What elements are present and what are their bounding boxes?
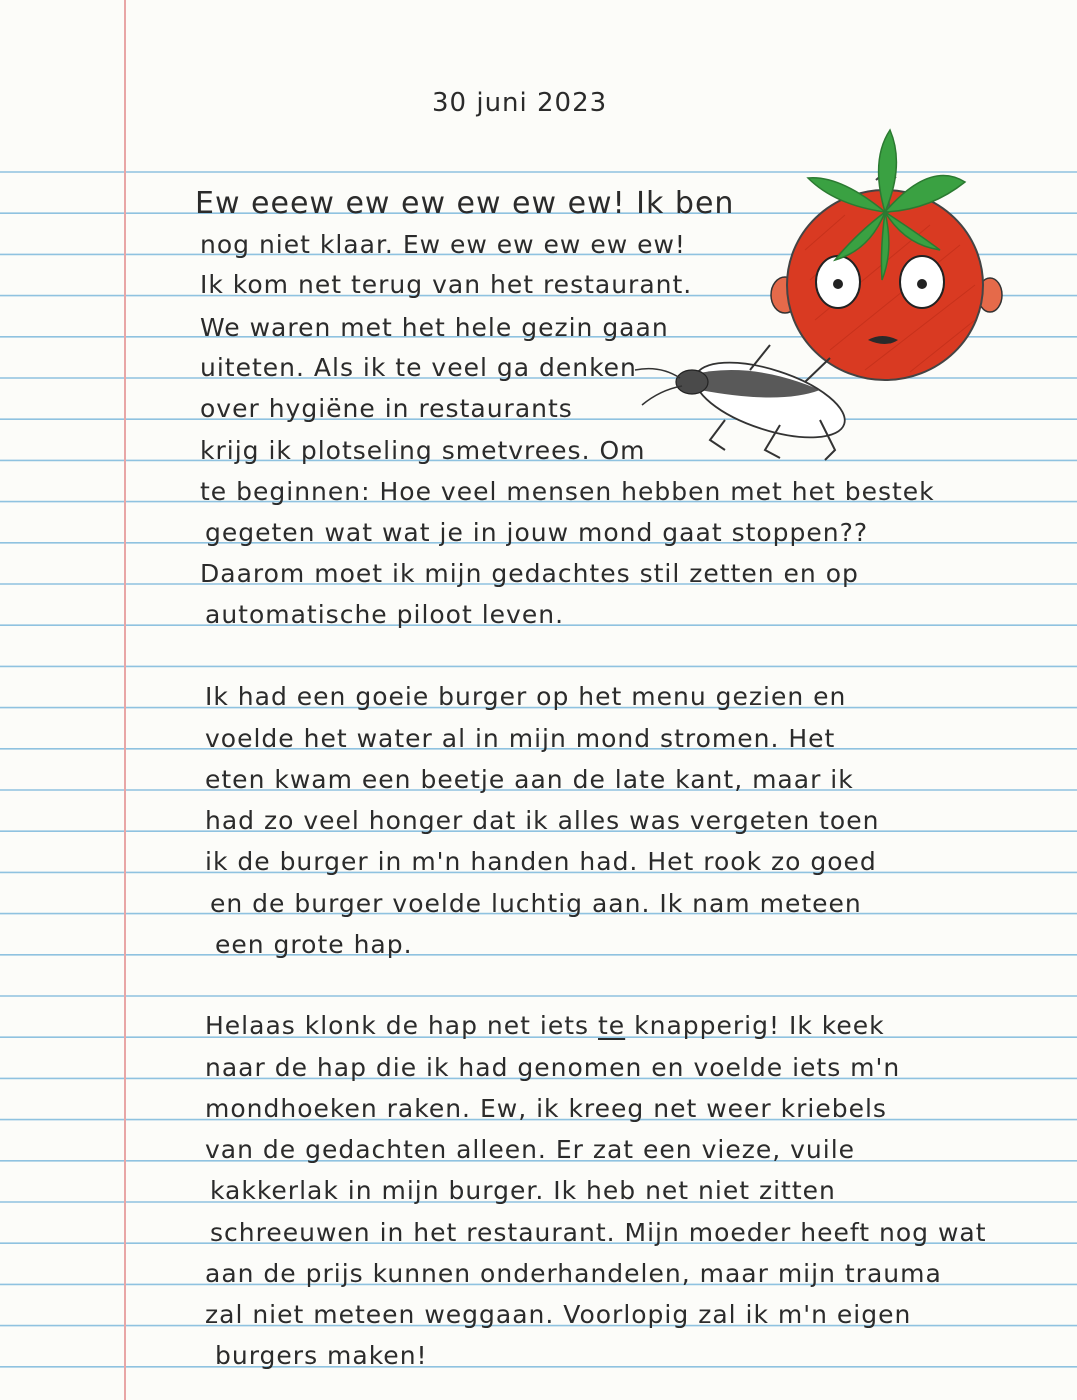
entry-line: eten kwam een beetje aan de late kant, maar ik [205, 765, 854, 794]
entry-line: en de burger voelde luchtig aan. Ik nam meteen [210, 889, 862, 918]
entry-line: voelde het water al in mijn mond stromen. Het [205, 724, 836, 753]
entry-line: ik de burger in m'n handen had. Het rook zo goed [205, 847, 877, 876]
entry-text: knapperig! Ik keek [625, 1011, 885, 1040]
entry-line: krijg ik plotseling smetvrees. Om [200, 436, 646, 465]
entry-line: gegeten wat wat je in jouw mond gaat stoppen?? [205, 518, 869, 547]
entry-line: van de gedachten alleen. Er zat een vieze, vuile [205, 1135, 856, 1164]
entry-line: We waren met het hele gezin gaan [200, 313, 669, 342]
entry-line: Ik kom net terug van het restaurant. [200, 270, 693, 299]
entry-line: mondhoeken raken. Ew, ik kreeg net weer kriebels [205, 1094, 887, 1123]
tomato-character-icon [771, 130, 1002, 380]
diary-date: 30 juni 2023 [432, 88, 608, 118]
entry-line: kakkerlak in mijn burger. Ik heb net niet zitten [210, 1176, 836, 1205]
entry-line [205, 1011, 885, 1040]
entry-line: te beginnen: Hoe veel mensen hebben met het bestek [200, 477, 935, 506]
entry-line: naar de hap die ik had genomen en voelde iets m'n [205, 1053, 901, 1082]
entry-line: uiteten. Als ik te veel ga denken [200, 353, 637, 382]
entry-line: had zo veel honger dat ik alles was vergeten toen [205, 806, 880, 835]
entry-line: nog niet klaar. Ew ew ew ew ew ew! [200, 230, 686, 259]
emphasized-word: te [597, 1011, 626, 1040]
entry-line: Daarom moet ik mijn gedachtes stil zetten en op [200, 559, 859, 588]
cockroach-icon [635, 345, 853, 460]
margin-line [124, 0, 126, 1400]
entry-line: burgers maken! [215, 1341, 428, 1370]
entry-line: een grote hap. [215, 930, 413, 959]
entry-line: schreeuwen in het restaurant. Mijn moeder heeft nog wat [210, 1218, 987, 1247]
entry-line: over hygiëne in restaurants [200, 394, 573, 423]
entry-line: zal niet meteen weggaan. Voorlopig zal ik m'n eigen [205, 1300, 912, 1329]
entry-line: aan de prijs kunnen onderhandelen, maar mijn trauma [205, 1259, 942, 1288]
entry-line: automatische piloot leven. [205, 600, 565, 629]
entry-text: Helaas klonk de hap net iets [205, 1011, 598, 1040]
entry-line: Ew eeew ew ew ew ew ew! Ik ben [195, 186, 735, 221]
entry-line: Ik had een goeie burger op het menu gezien en [205, 682, 847, 711]
doodle [630, 120, 1010, 470]
